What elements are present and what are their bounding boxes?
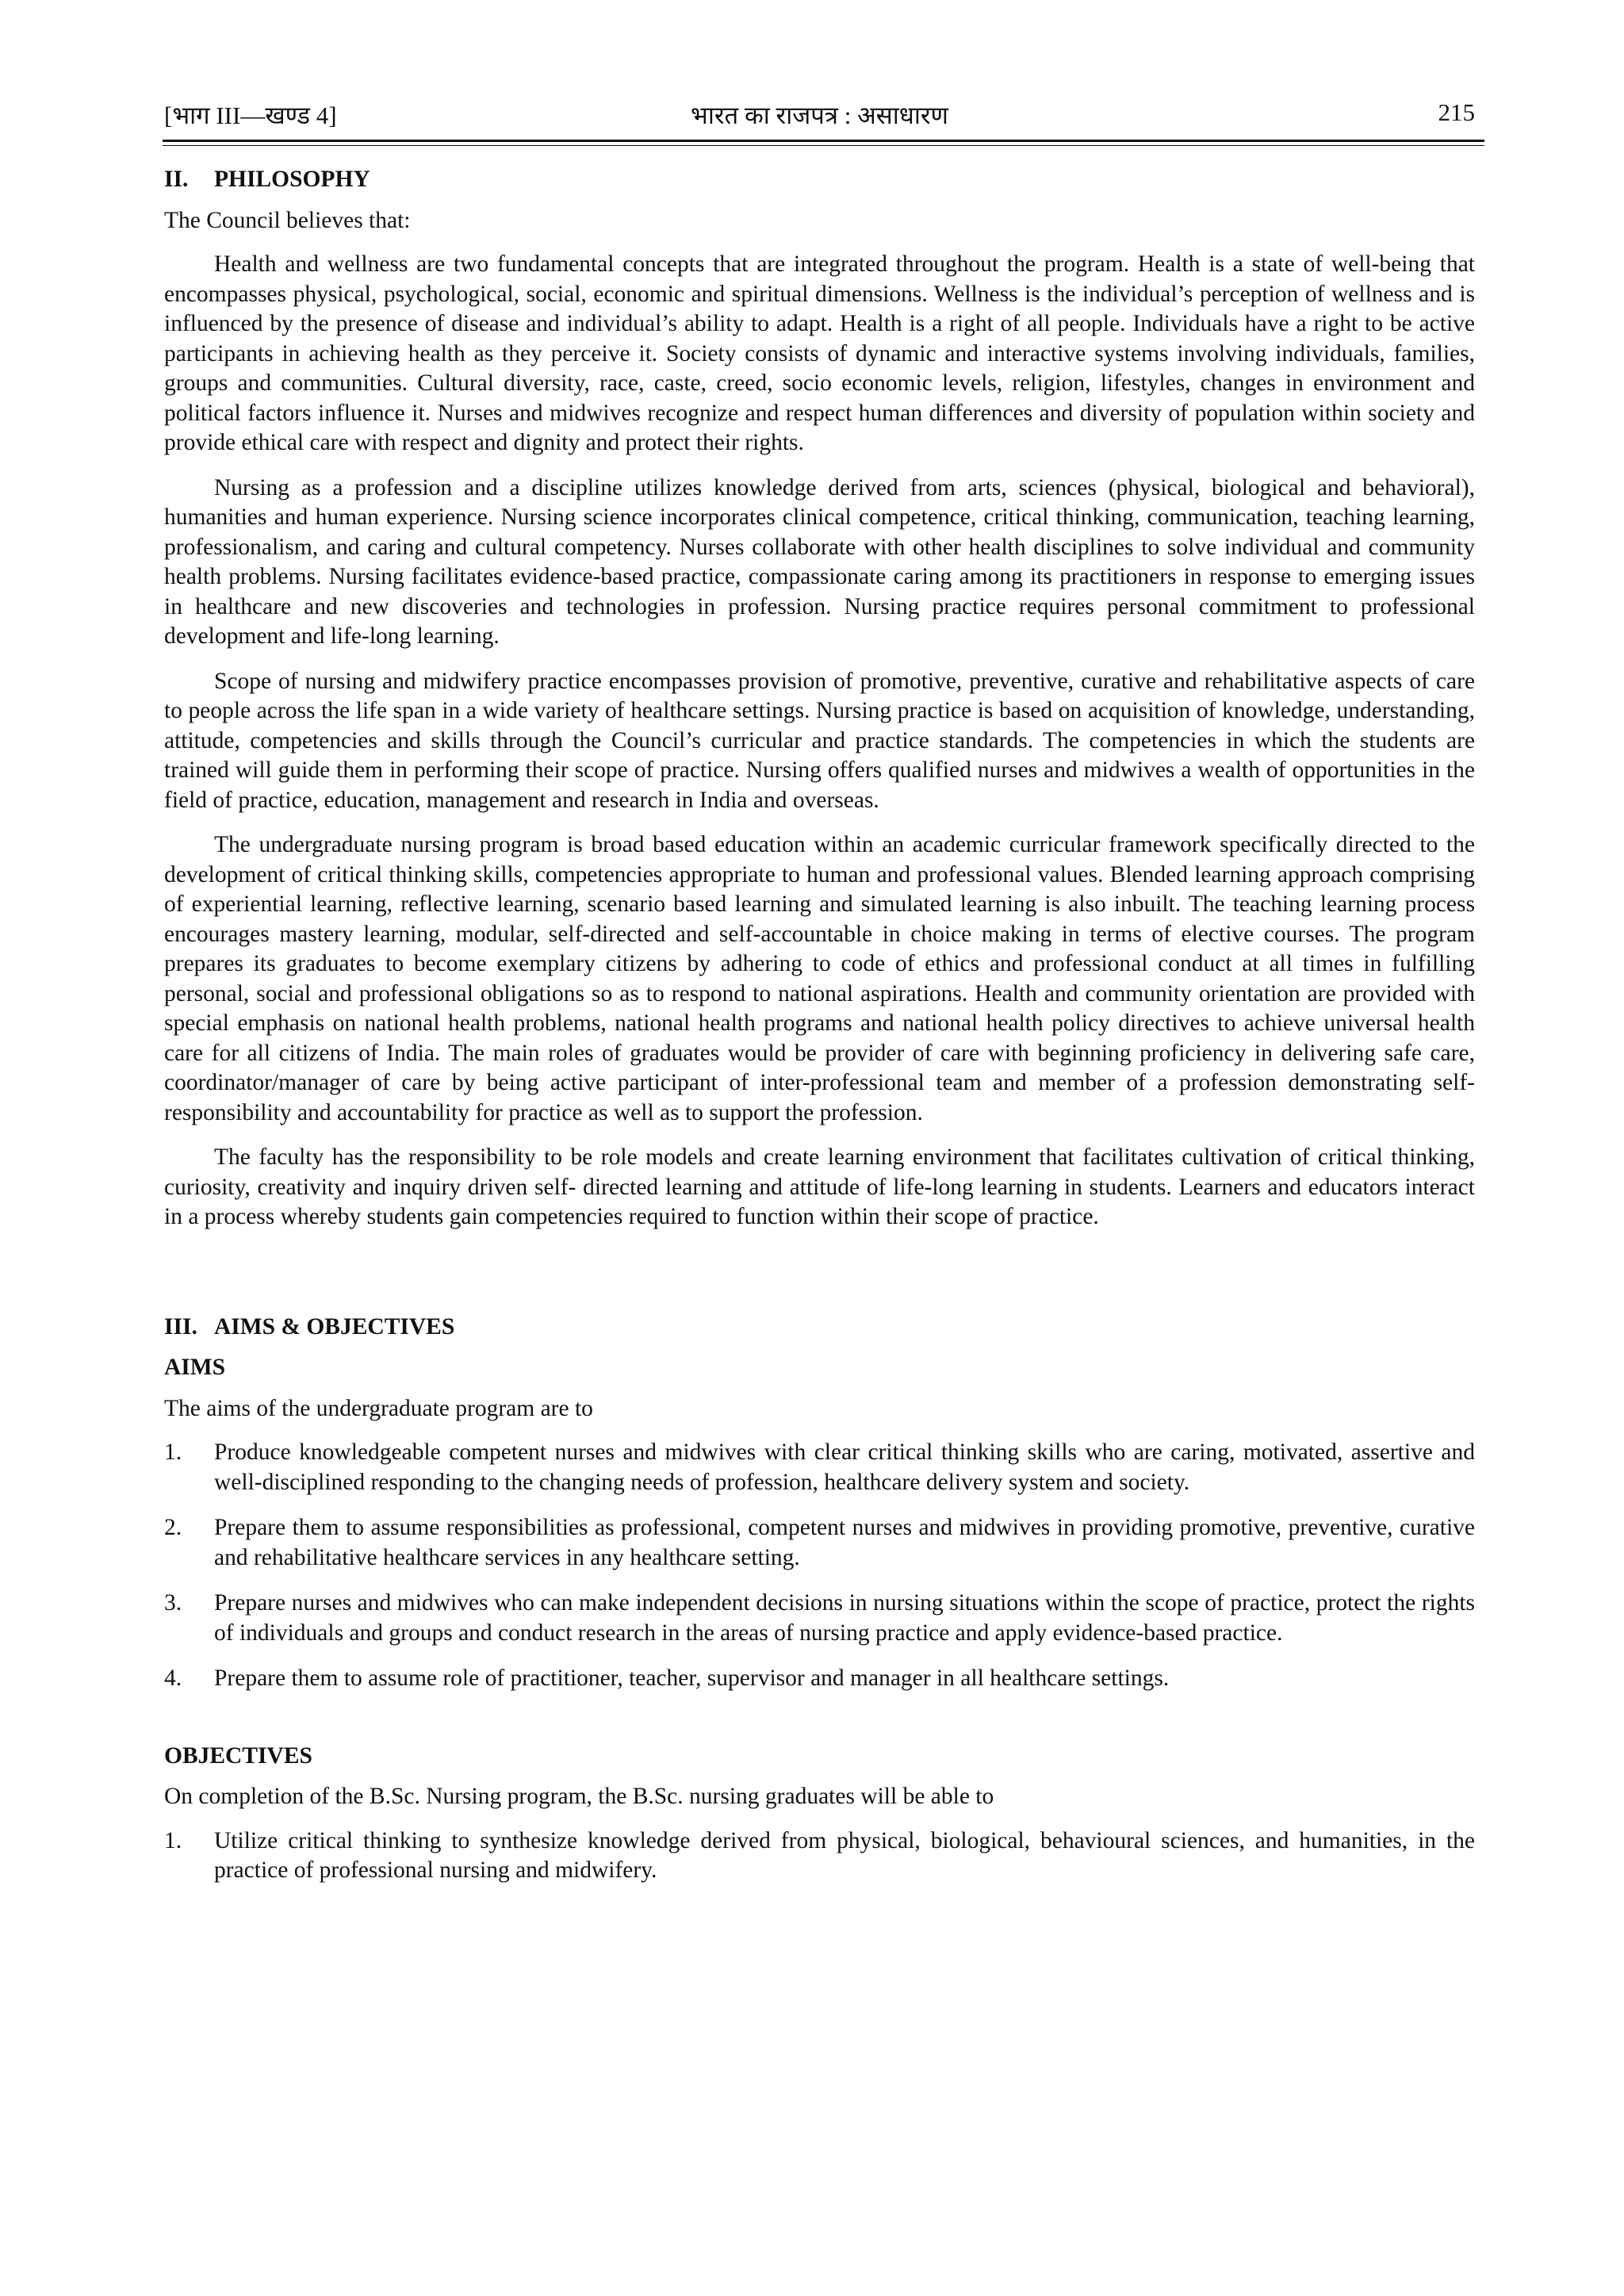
section-heading-aims-objectives (164, 1313, 1475, 1343)
list-item-text: Prepare them to assume responsibilities as professional, competent nurses and midwives in providing promotive, preventive, curative and rehabilitative healthcare services in any healthcare setting. (214, 1515, 1475, 1570)
aim-list-item (164, 1438, 1475, 1497)
aim-list-item (164, 1589, 1475, 1648)
page-number: 215 (1438, 98, 1475, 126)
document-body (164, 165, 1475, 1886)
aims-intro: The aims of the undergraduate program are to (164, 1395, 593, 1421)
section-title: PHILOSOPHY (214, 167, 370, 192)
section-title: AIMS & OBJECTIVES (214, 1313, 455, 1340)
section-heading-philosophy (164, 165, 1475, 195)
list-item-text: Utilize critical thinking to synthesize knowledge derived from physical, biological, behavioural sciences, and humanities, in the practice of professional nursing and midwifery. (214, 1827, 1475, 1883)
page-header (164, 98, 1475, 138)
list-marker: 1. (164, 1827, 182, 1853)
section-number: III. (164, 1313, 197, 1340)
philosophy-paragraph: Health and wellness are two fundamental concepts that are integrated throughout the program. Health is a state of well-being that encompasses physical, psychological, social, economic and spiritual dimensions. Wellness is the individual’s perception of wellness and is influenced by the presence of disease and individual’s ability to adapt. Health is a right of all people. Individuals have a right to be active participants in achieving health as they perceive it. Society consists of dynamic and interactive systems involving individuals, families, groups and communities. Cultural diversity, race, caste, creed, socio economic levels, religion, lifestyles, changes in environment and political factors influence it. Nurses and midwives recognize and respect human differences and diversity of population within society and provide ethical care with respect and dignity and protect their rights. (164, 251, 1475, 455)
aim-list-item (164, 1513, 1475, 1573)
objectives-heading: OBJECTIVES (164, 1742, 312, 1769)
list-marker: 1. (164, 1439, 182, 1465)
list-marker: 3. (164, 1590, 182, 1616)
list-item-text: Prepare nurses and midwives who can make independent decisions in nursing situations within the scope of practice, protect the rights of individuals and groups and conduct research in the areas of nursing practice and apply evidence-based practice. (214, 1590, 1475, 1646)
list-item-text: Produce knowledgeable competent nurses and midwives with clear critical thinking skills who are caring, motivated, assertive and well-disciplined responding to the changing needs of profession, healthcare delivery system and society. (214, 1439, 1475, 1495)
philosophy-paragraph: Scope of nursing and midwifery practice encompasses provision of promotive, preventive, curative and rehabilitative aspects of care to people across the life span in a wide variety of healthcare settings. Nursing practice is based on acquisition of knowledge, understanding, attitude, competencies and skills through the Council’s curricular and practice standards. The competencies in which the students are trained will guide them in performing their scope of practice. Nursing offers qualified nurses and midwives a wealth of opportunities in the field of practice, education, management and research in India and overseas. (164, 668, 1475, 813)
aim-list-item (164, 1664, 1475, 1694)
list-marker: 4. (164, 1665, 182, 1691)
objectives-intro: On completion of the B.Sc. Nursing program, the B.Sc. nursing graduates will be able to (164, 1784, 994, 1809)
philosophy-intro: The Council believes that: (164, 207, 411, 233)
header-rule (163, 140, 1484, 146)
gazette-page (164, 98, 1475, 1902)
list-marker: 2. (164, 1515, 182, 1540)
aims-heading: AIMS (164, 1355, 226, 1380)
philosophy-paragraph: The faculty has the responsibility to be role models and create learning environment that facilitates cultivation of critical thinking, curiosity, creativity and inquiry driven self- directed learning and attitude of life-long learning in students. Learners and educators interact in a process whereby students gain competencies required to function within their scope of practice. (164, 1144, 1475, 1229)
header-part-section: [भाग III—खण्ड 4] (164, 102, 337, 129)
header-gazette-title: भारत का राजपत्र : असाधारण (691, 102, 948, 129)
philosophy-paragraph: Nursing as a profession and a discipline utilizes knowledge derived from arts, sciences (physical, biological and behavioral), humanities and human experience. Nursing science incorporates clinical competence, critical thinking, communication, teaching learning, professionalism, and caring and cultural competency. Nurses collaborate with other health disciplines to solve individual and community health problems. Nursing facilitates evidence-based practice, compassionate caring among its practitioners in response to emerging issues in healthcare and new discoveries and technologies in profession. Nursing practice requires personal commitment to professional development and life-long learning. (164, 474, 1475, 649)
philosophy-paragraph: The undergraduate nursing program is broad based education within an academic curricular framework specifically directed to the development of critical thinking skills, competencies appropriate to human and professional values. Blended learning approach comprising of experiential learning, reflective learning, scenario based learning and simulated learning is also inbuilt. The teaching learning process encourages mastery learning, modular, self-directed and self-accountable in choice making in terms of elective courses. The program prepares its graduates to become exemplary citizens by adhering to code of ethics and professional conduct at all times in fulfilling personal, social and professional obligations so as to respond to national aspirations. Health and community orientation are provided with special emphasis on national health problems, national health programs and national health policy directives to achieve universal health care for all citizens of India. The main roles of graduates would be provider of care with beginning proficiency in delivering safe care, coordinator/manager of care by being active participant of inter-professional team and member of a profession demonstrating self-responsibility and accountability for practice as well as to support the profession. (164, 832, 1475, 1125)
list-item-text: Prepare them to assume role of practitioner, teacher, supervisor and manager in all healthcare settings. (214, 1665, 1170, 1691)
objective-list-item (164, 1826, 1475, 1886)
section-number: II. (164, 167, 189, 192)
